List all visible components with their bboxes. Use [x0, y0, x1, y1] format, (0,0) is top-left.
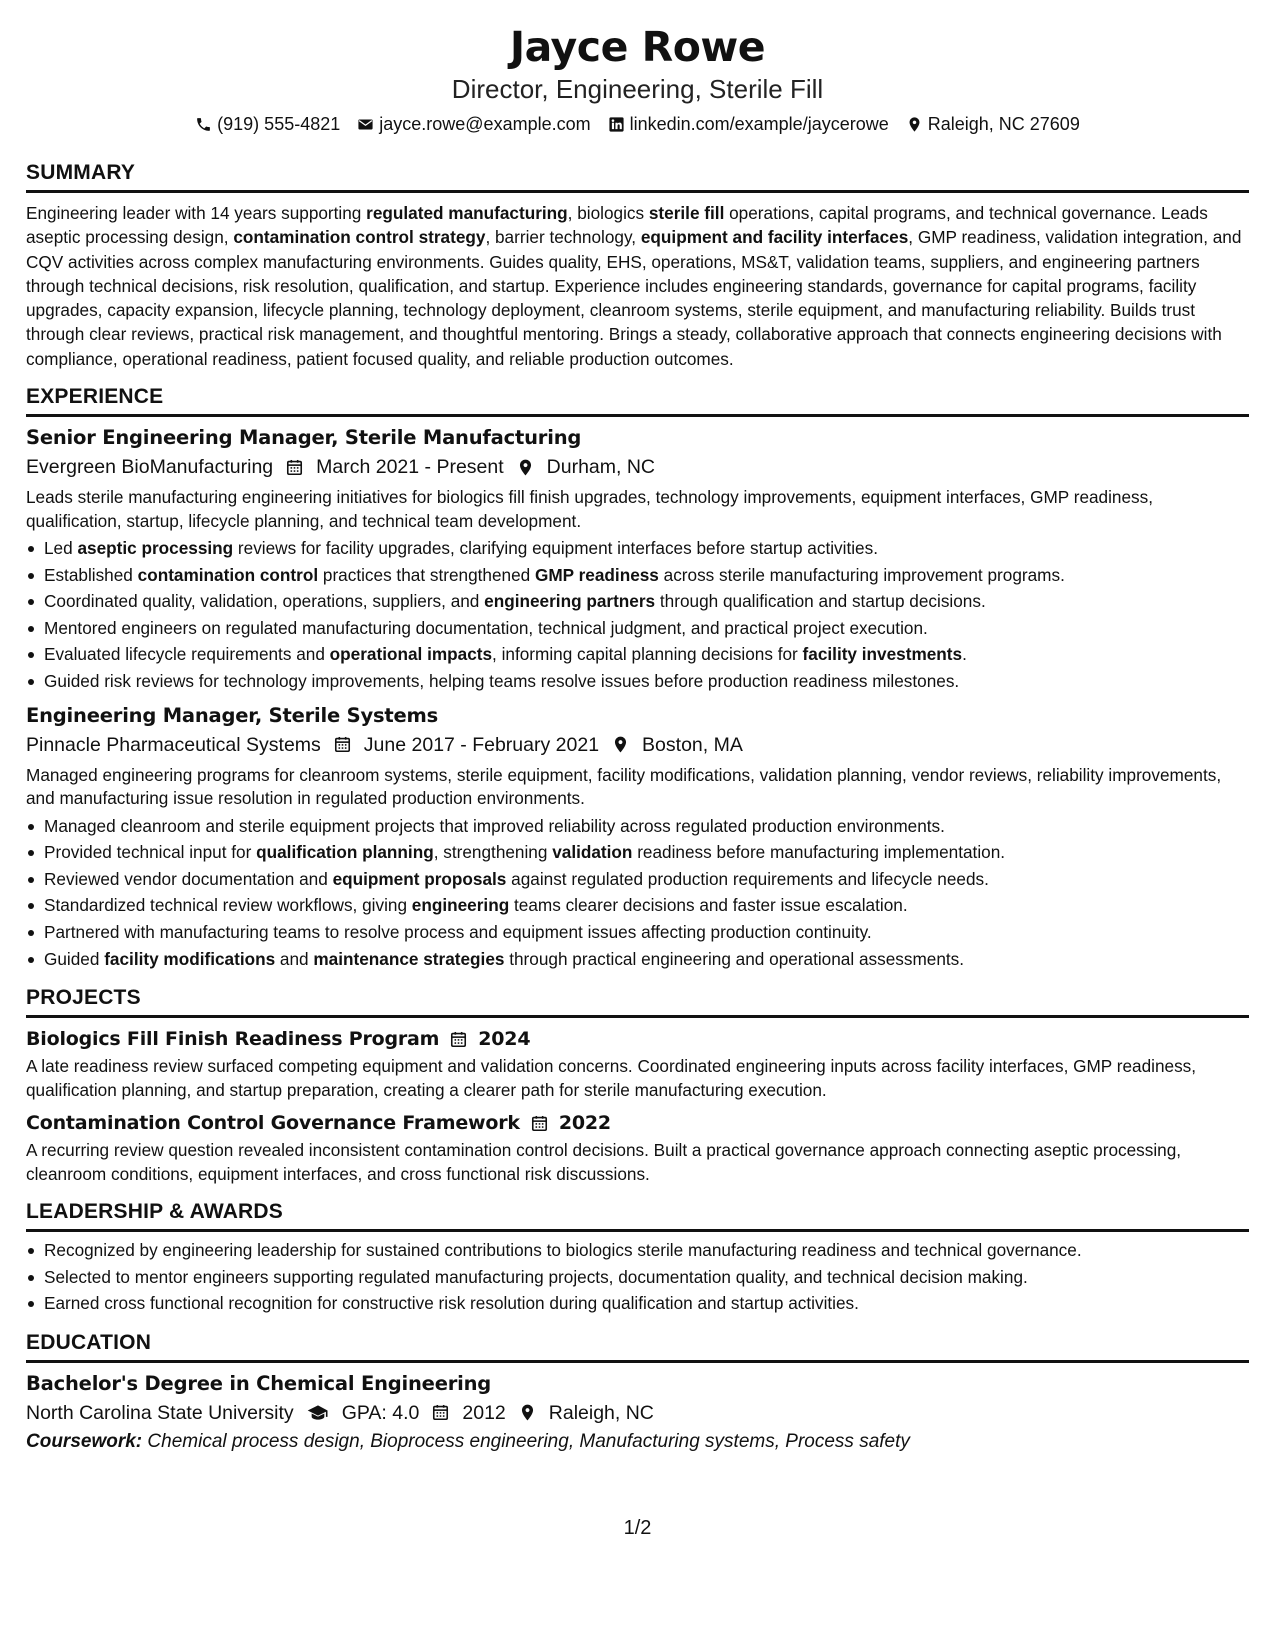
list-item: Earned cross functional recognition for constructive risk resolution during qualification and startup activities. [26, 1290, 1249, 1317]
education-meta [26, 1399, 1249, 1427]
email-link[interactable]: jayce.rowe@example.com [379, 114, 591, 134]
linkedin-icon [608, 116, 625, 133]
list-item: Led aseptic processing reviews for facility upgrades, clarifying equipment interfaces before startup activities. [26, 535, 1249, 562]
contact-phone [195, 112, 340, 136]
job-meta [26, 453, 1249, 481]
list-item: Guided risk reviews for technology improvements, helping teams resolve issues before production readiness milestones. [26, 668, 1249, 695]
experience-section [26, 383, 1249, 972]
calendar-icon [285, 458, 304, 477]
section-title-summary: SUMMARY [26, 159, 1249, 193]
job-location: Boston, MA [642, 733, 743, 756]
coursework-label: Coursework: [26, 1430, 143, 1452]
job-company: Pinnacle Pharmaceutical Systems [26, 733, 321, 756]
project-title-row [26, 1026, 1249, 1052]
section-title-projects: PROJECTS [26, 984, 1249, 1018]
job-entry [26, 424, 1249, 695]
project-description: A late readiness review surfaced competing equipment and validation concerns. Coordinated engineering inputs across facility interfaces, GMP readiness, qualification planning, and startup preparation, creating a clearer path for sterile manufacturing execution. [26, 1056, 1197, 1100]
project-entry [26, 1110, 1249, 1186]
job-entry [26, 702, 1249, 973]
envelope-icon [357, 116, 374, 133]
linkedin-link[interactable]: linkedin.com/example/jaycerowe [629, 114, 889, 134]
job-bullets [26, 535, 1249, 695]
graduation-year: 2012 [462, 1401, 506, 1424]
project-title-row [26, 1110, 1249, 1136]
project-title: Biologics Fill Finish Readiness Program [26, 1028, 440, 1051]
contact-bar [26, 112, 1249, 136]
list-item: Mentored engineers on regulated manufacturing documentation, technical judgment, and practical project execution. [26, 615, 1249, 642]
map-pin-icon [611, 735, 630, 754]
school-location: Raleigh, NC [548, 1401, 654, 1424]
project-entry [26, 1026, 1249, 1102]
contact-location [906, 112, 1080, 136]
list-item: Managed cleanroom and sterile equipment projects that improved reliability across regulated production environments. [26, 813, 1249, 840]
list-item: Provided technical input for qualification planning, strengthening validation readiness before manufacturing implementation. [26, 839, 1249, 866]
school-name: North Carolina State University [26, 1401, 294, 1424]
projects-section [26, 984, 1249, 1186]
job-bullets [26, 813, 1249, 973]
job-dates: March 2021 - Present [316, 456, 504, 479]
degree-title: Bachelor's Degree in Chemical Engineering [26, 1371, 492, 1395]
job-meta [26, 731, 1249, 759]
candidate-name: Jayce Rowe [509, 23, 766, 71]
resume-page [26, 22, 1249, 1456]
list-item: Coordinated quality, validation, operations, suppliers, and engineering partners through qualification and startup decisions. [26, 588, 1249, 615]
job-location: Durham, NC [546, 456, 656, 479]
map-pin-icon [906, 116, 923, 133]
job-dates: June 2017 - February 2021 [363, 733, 600, 756]
calendar-icon [333, 735, 352, 754]
section-title-experience: EXPERIENCE [26, 383, 1249, 417]
summary-section [26, 159, 1249, 371]
contact-linkedin[interactable] [608, 112, 889, 136]
list-item: Guided facility modifications and maintenance strategies through practical engineering and operational assessments. [26, 946, 1249, 973]
contact-email[interactable] [357, 112, 590, 136]
leadership-bullets [26, 1237, 1249, 1317]
phone-icon [195, 116, 212, 133]
section-title-education: EDUCATION [26, 1329, 1249, 1363]
list-item: Recognized by engineering leadership for sustained contributions to biologics sterile manufacturing readiness and technical governance. [26, 1237, 1249, 1264]
list-item: Partnered with manufacturing teams to resolve process and equipment issues affecting production continuity. [26, 919, 1249, 946]
gpa-text: GPA: 4.0 [341, 1401, 420, 1424]
section-title-leadership: LEADERSHIP & AWARDS [26, 1198, 1249, 1232]
phone-text: (919) 555-4821 [217, 114, 341, 134]
graduation-cap-icon [306, 1403, 330, 1422]
calendar-icon [530, 1114, 549, 1133]
list-item: Established contamination control practices that strengthened GMP readiness across sterile manufacturing improvement programs. [26, 562, 1249, 589]
list-item: Selected to mentor engineers supporting regulated manufacturing projects, documentation quality, and technical decision making. [26, 1264, 1249, 1291]
job-description: Leads sterile manufacturing engineering initiatives for biologics fill finish upgrades, technology improvements, equipment interfaces, GMP readiness, qualification, startup, lifecycle planning, and technical team development. [26, 487, 1154, 531]
resume-header [26, 22, 1249, 136]
map-pin-icon [518, 1403, 537, 1422]
coursework-list: Chemical process design, Bioprocess engineering, Manufacturing systems, Process safety [147, 1430, 910, 1452]
leadership-section [26, 1198, 1249, 1317]
project-year: 2022 [558, 1112, 611, 1135]
project-year: 2024 [478, 1028, 531, 1051]
job-title: Senior Engineering Manager, Sterile Manufacturing [26, 426, 582, 450]
calendar-icon [449, 1030, 468, 1049]
education-section [26, 1329, 1249, 1456]
map-pin-icon [516, 458, 535, 477]
job-description: Managed engineering programs for cleanroom systems, sterile equipment, facility modifications, validation planning, vendor reviews, reliability improvements, and manufacturing issue resolution in regulated production environments. [26, 764, 1222, 809]
project-description: A recurring review question revealed inconsistent contamination control decisions. Built a practical governance approach connecting aseptic processing, cleanroom conditions, equipment interfaces, and cross functional risk discussions. [26, 1140, 1182, 1184]
page-number: 1/2 [623, 1517, 652, 1539]
location-text: Raleigh, NC 27609 [927, 114, 1080, 134]
list-item: Reviewed vendor documentation and equipment proposals against regulated production requirements and lifecycle needs. [26, 866, 1249, 893]
coursework [26, 1428, 1249, 1456]
calendar-icon [431, 1403, 450, 1422]
candidate-role: Director, Engineering, Sterile Fill [451, 74, 824, 104]
list-item: Evaluated lifecycle requirements and operational impacts, informing capital planning decisions for facility investments. [26, 641, 1249, 668]
job-company: Evergreen BioManufacturing [26, 456, 274, 479]
project-title: Contamination Control Governance Framework [26, 1112, 520, 1135]
summary-text: Engineering leader with 14 years supporting regulated manufacturing, biologics sterile fill operations, capital programs, and technical governance. Leads aseptic processing design, contamination control strategy, barrier technology, equipment and facility interfaces, GMP readiness, validation integration, and CQV activities across complex manufacturing environments. Guides quality, EHS, operations, MS&T, validation teams, suppliers, and engineering partners through technical decisions, risk resolution, qualification, and startup. Experience includes engineering standards, governance for capital programs, facility upgrades, capacity expansion, lifecycle planning, technology deployment, cleanroom systems, sterile equipment, and manufacturing reliability. Builds trust through clear reviews, practical risk management, and thoughtful mentoring. Brings a steady, collaborative approach that connects engineering decisions with compliance, operational readiness, patient focused quality, and reliable production outcomes. [26, 203, 1242, 369]
job-title: Engineering Manager, Sterile Systems [26, 703, 439, 727]
list-item: Standardized technical review workflows, giving engineering teams clearer decisions and faster issue escalation. [26, 892, 1249, 919]
